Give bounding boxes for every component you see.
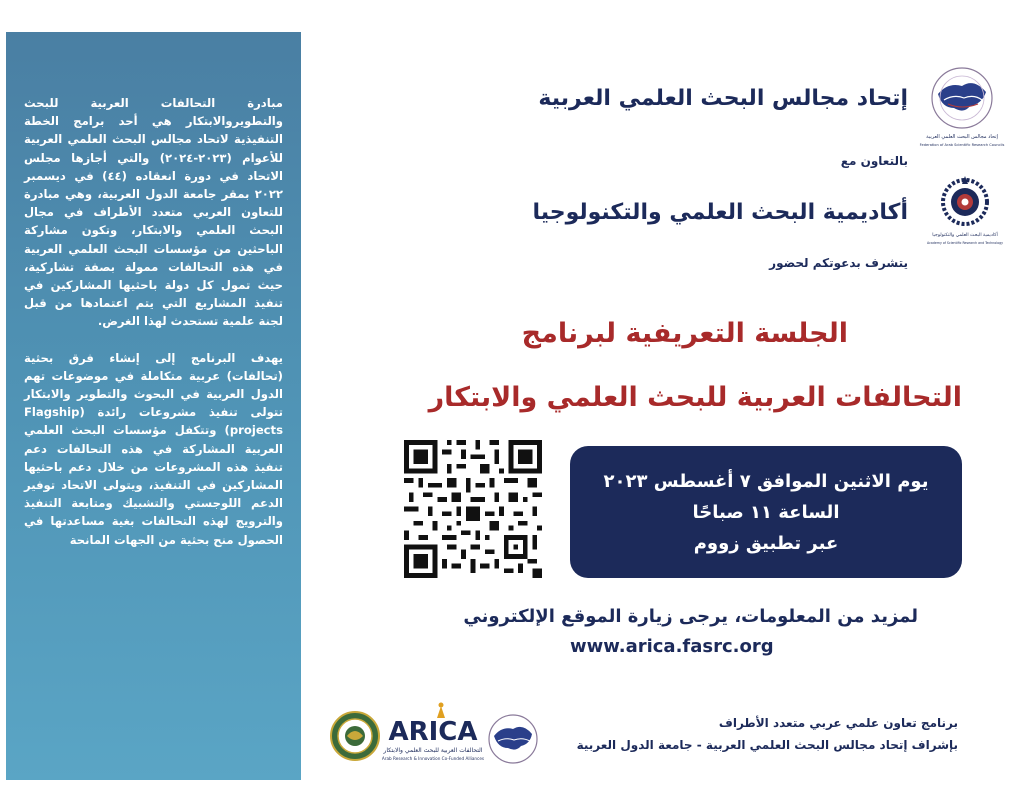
qr-code-icon — [404, 440, 542, 578]
session-title-line-2: التحالفات العربية للبحث العلمي والابتكار — [428, 382, 962, 413]
footer-supervision-line: بإشراف إتحاد مجالس البحث العلمي العربية - جامعة الدول العربية — [576, 738, 958, 752]
program-description-paragraph: مبادرة التحالفات العربية للبحث والتطويروالابتكار هي أحد برامج الخطة التنفيذية لاتحاد مجالس البحث العلمي العربية للأعوام (٢٠٢٣-٢٠٢٤) والتي أجازها مجلس الاتحاد في دورة انعقاده (٤٤) في ديسمبر ٢٠٢٢ بمقر جامعة الدول العربية، وهي مبادرة للتعاون العربي متعدد الأطراف في مجال البحث العلمي والابتكار، وتكون مشاركة الباحثين من مؤسسات البحث العلمي العربية في هذه التحالفات ممولة بصفة تشاركية، حيث تمول كل دولة باحثيها المشاركين في تنفيذ المشاريع التي يتم اعتمادها من قبل لجنة علمية تستحدث لهذا الغرض. — [24, 96, 284, 329]
program-goals-paragraph: يهدف البرنامج إلى إنشاء فرق بحثية (تحالفات) عربية متكاملة في موضوعات تهم الدول العربية في البحوث والتطوير والابتكار تتولى تنفيذ مشروعات رائدة (Flagship projects) وتتكفل مؤسسات البحث العلمي العربية المشاركة في هذه التحالفات دعم تنفيذ هذه المشروعات من خلال دعم باحثيها المشاركين في التنفيذ، ويتولى الاتحاد توفير الدعم اللوجستي والتشبيك ومتابعة التنفيذ والترويج لهذه التحالفات بغية مساعدتها في الحصول منح بحثية من الجهات المانحة — [24, 350, 283, 547]
organization-title: إتحاد مجالس البحث العلمي العربية — [538, 86, 908, 111]
cooperation-label: بالتعاون مع — [840, 154, 908, 168]
info-side-panel — [6, 32, 301, 780]
arica-logo-icon — [383, 702, 483, 766]
arica-logo-name: ARICA — [388, 717, 478, 747]
academy-logo-caption: أكاديمية البحث العلمي والتكنولوجيا — [932, 233, 998, 238]
federation-logo-icon — [919, 64, 1005, 150]
session-title-line-1: الجلسة التعريفية لبرنامج — [521, 318, 848, 349]
academy-title: أكاديمية البحث العلمي والتكنولوجيا — [532, 200, 908, 225]
federation-globe-icon — [486, 712, 540, 766]
event-time: الساعة ١١ صباحًا — [692, 501, 840, 523]
event-platform: عبر تطبيق زووم — [693, 532, 839, 554]
arab-league-seal-icon — [329, 710, 381, 762]
federation-logo-caption-en: Federation of Arab Scientific Research Councils — [919, 143, 1005, 147]
event-details-box — [570, 446, 962, 578]
more-info-text: لمزيد من المعلومات، يرجى زيارة الموقع الإلكتروني — [463, 606, 918, 627]
academy-logo-icon — [927, 168, 1003, 260]
federation-logo-caption: إتحاد مجالس البحث العلمي العربية — [926, 134, 998, 140]
arica-logo-caption-ar: التحالفات العربية للبحث العلمي والابتكار — [383, 747, 483, 754]
event-date: يوم الاثنين الموافق ٧ أغسطس ٢٠٢٣ — [603, 470, 929, 492]
arica-logo-caption-en: Arab Research & Innovation Co-Funded Alliances — [381, 756, 485, 761]
academy-logo-caption-en: Academy of Scientific Research and Technology — [927, 241, 1003, 245]
website-link[interactable]: www.arica.fasrc.org — [570, 636, 774, 657]
invitation-text: يتشرف بدعوتكم لحضور — [769, 256, 908, 270]
footer-program-line: برنامج تعاون علمي عربي متعدد الأطراف — [718, 716, 958, 730]
